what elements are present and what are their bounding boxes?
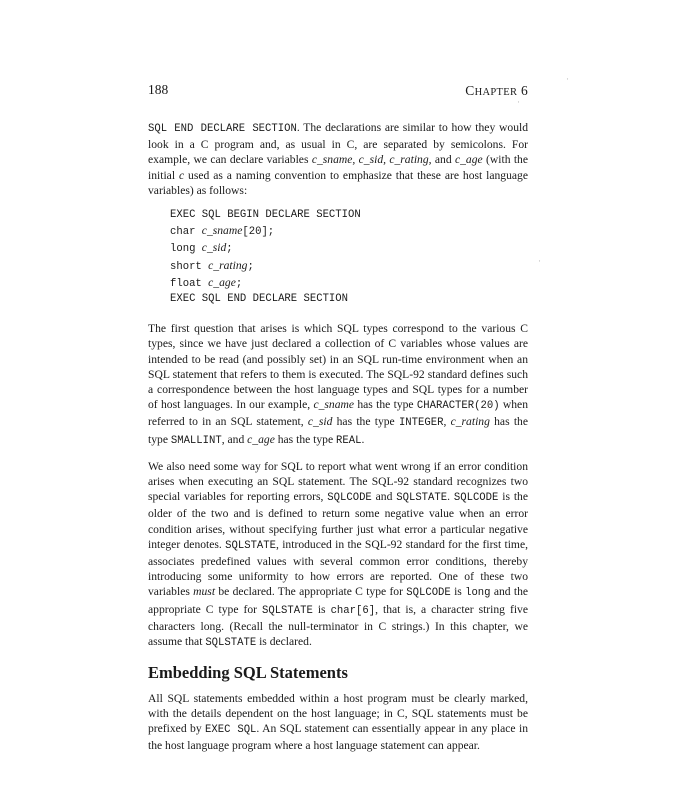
paragraph-declarations: SQL END DECLARE SECTION. The declarations are similar to how they would look in a C program and, as usual in C, are separated by semicolons. For example, we can declare variables c_sname, c_sid, c_rating, and c_age (with the initial c used as a naming convention to emphasize that these are host language variables) as follows: xyxy=(148,121,529,197)
chapter-initial: C xyxy=(465,83,475,98)
page-number: 188 xyxy=(148,82,169,97)
sql-keyword: SQL END DECLARE SECTION xyxy=(148,123,297,135)
code-line: float c_age; xyxy=(170,275,243,290)
section-heading: Embedding SQL Statements xyxy=(148,663,348,683)
paragraph-embedding: All SQL statements embedded within a host program must be clearly marked, with the details dependent on the host language; in C, SQL statements must be prefixed by EXEC SQL. An SQL statement can essentially appear in any place in the host language program where a host language statement can appear. xyxy=(148,691,528,753)
code-line: long c_sid; xyxy=(170,241,233,256)
code-line: short c_rating; xyxy=(170,258,254,273)
paragraph-error-variables: We also need some way for SQL to report what went wrong if an error condition arises when executing an SQL statement. The SQL-92 standard recognizes two special variables for reporting errors, SQLCODE and SQLSTATE. SQLCODE is the older of the two and is defined to return some negative value when an error condition arises, without specifying further just what error a particular negative integer denotes. SQLSTATE, introduced in the SQL-92 standard for the first time, associates predefined values with several common error conditions, thereby introducing some uniformity to how errors are reported. One of these two variables must be declared. The appropriate C type for SQLCODE is long and the appropriate C type for SQLSTATE is char[6], that is, a character string five characters long. (Recall the null-terminator in C strings.) In this chapter, we assume that SQLSTATE is declared. xyxy=(148,459,529,650)
page-body xyxy=(148,120,528,763)
code-line: EXEC SQL BEGIN DECLARE SECTION xyxy=(170,209,361,222)
code-line: char c_sname[20]; xyxy=(170,224,275,239)
scan-speck: · xyxy=(538,256,541,266)
scan-speck: · xyxy=(517,97,520,107)
code-line: EXEC SQL END DECLARE SECTION xyxy=(170,293,349,306)
code-block xyxy=(170,208,528,307)
chapter-number: 6 xyxy=(520,83,528,98)
paragraph-type-mapping: The first question that arises is which SQL types correspond to the various C types, since we have just declared a collection of C variables whose values are intended to be read (and possibly set) in an SQL run-time environment when an SQL statement that refers to them is executed. The SQL-92 standard defines such a correspondence between the host language types and SQL types for a number of host languages. In our example, c_sname has the type CHARACTER(20) when referred to in an SQL statement, c_sid has the type INTEGER, c_rating has the type SMALLINT, and c_age has the type REAL. xyxy=(148,322,528,447)
scan-speck: · xyxy=(566,74,569,84)
chapter-rest: HAPTER xyxy=(474,87,518,98)
